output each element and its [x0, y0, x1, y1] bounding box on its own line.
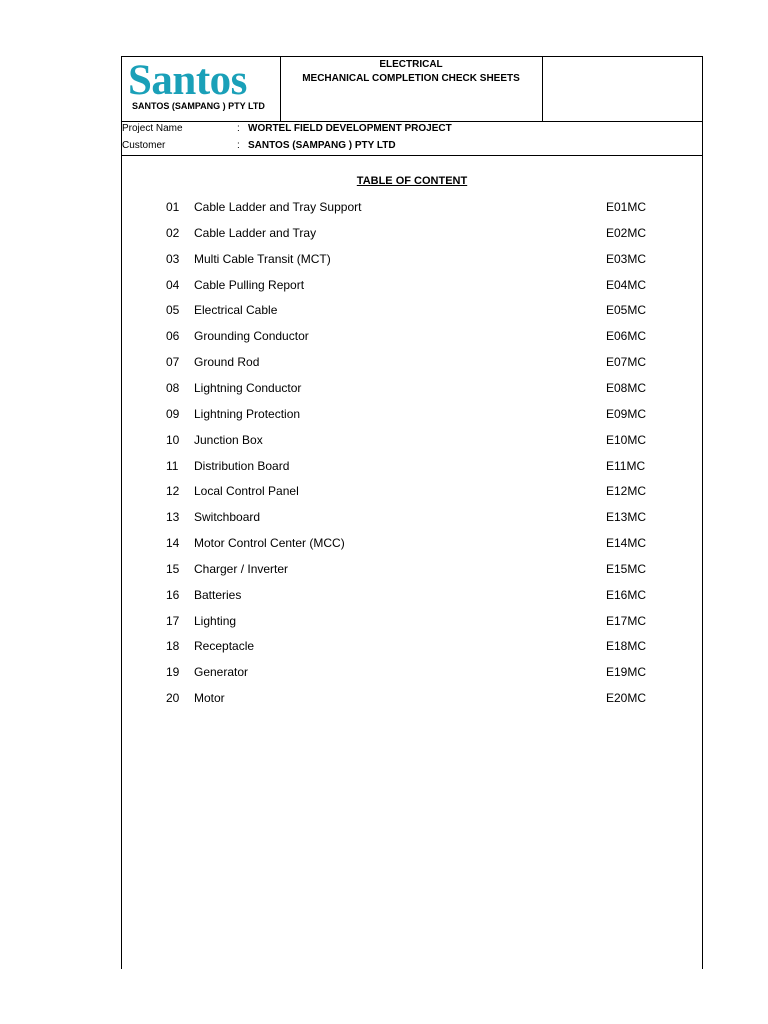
toc-number: 16 — [166, 587, 180, 602]
customer-value: SANTOS (SAMPANG ) PTY LTD — [248, 140, 396, 151]
toc-section-name: Switchboard — [194, 510, 261, 525]
toc-number: 15 — [166, 561, 180, 576]
toc-section-code: E16MC — [606, 587, 647, 602]
toc-section-code: E06MC — [606, 329, 647, 344]
project-name-colon: : — [237, 123, 240, 134]
toc-section-code: E17MC — [606, 613, 647, 628]
toc-row — [122, 303, 702, 323]
toc-section-code: E02MC — [606, 225, 647, 240]
toc-section-code: E11MC — [606, 458, 646, 473]
toc-section-name: Generator — [194, 665, 249, 680]
toc-section-code: E19MC — [606, 665, 647, 680]
toc-number: 06 — [166, 329, 180, 344]
toc-number: 01 — [166, 200, 180, 214]
toc-section-code: E03MC — [606, 251, 647, 266]
header-row — [122, 57, 702, 122]
toc-row — [122, 329, 702, 349]
toc-section-name: Cable Ladder and Tray — [194, 225, 317, 240]
toc-number: 11 — [166, 458, 179, 473]
toc-section-name: Local Control Panel — [194, 484, 299, 499]
toc-section-code: E14MC — [606, 536, 647, 551]
project-name-label: Project Name — [122, 123, 183, 134]
toc-row — [122, 381, 702, 401]
toc-section-code: E13MC — [606, 510, 647, 525]
customer-colon: : — [237, 140, 240, 151]
toc-row — [122, 355, 702, 375]
toc-section-code: E07MC — [606, 355, 647, 370]
toc-row — [122, 639, 702, 659]
toc-number: 07 — [166, 355, 180, 370]
check-sheet — [121, 56, 703, 969]
toc-section-code: E15MC — [606, 561, 647, 576]
toc-row — [122, 665, 702, 685]
logo-cell — [122, 57, 281, 121]
toc-row — [122, 459, 702, 479]
company-name: SANTOS (SAMPANG ) PTY LTD — [132, 101, 265, 111]
toc-section-name: Junction Box — [194, 432, 263, 447]
toc-section-name: Multi Cable Transit (MCT) — [194, 251, 331, 266]
toc-number: 04 — [166, 277, 180, 292]
toc-section-name: Cable Pulling Report — [194, 277, 305, 292]
toc-heading: TABLE OF CONTENT — [356, 175, 468, 187]
toc-section-code: E09MC — [606, 406, 647, 421]
toc-row — [122, 484, 702, 504]
project-info — [122, 122, 702, 156]
title-discipline: ELECTRICAL — [379, 59, 443, 70]
toc-section-code: E01MC — [606, 200, 647, 214]
toc-row — [122, 588, 702, 608]
toc-section-code: E12MC — [606, 484, 647, 499]
toc-number: 05 — [166, 303, 180, 318]
toc-section-name: Electrical Cable — [194, 303, 278, 318]
toc-row — [122, 407, 702, 427]
toc-row — [122, 562, 702, 582]
document-title — [280, 57, 543, 121]
toc-section-name: Cable Ladder and Tray Support — [194, 200, 362, 214]
toc-section-code: E10MC — [606, 432, 647, 447]
toc-section-name: Receptacle — [194, 639, 255, 654]
toc-section-code: E20MC — [606, 691, 647, 706]
toc-row — [122, 536, 702, 556]
toc-section-name: Motor Control Center (MCC) — [194, 536, 345, 551]
blank-cell — [543, 57, 702, 121]
toc-section-name: Motor — [194, 691, 225, 706]
toc-row — [122, 252, 702, 272]
toc-number: 19 — [166, 665, 180, 680]
title-document: MECHANICAL COMPLETION CHECK SHEETS — [302, 73, 520, 84]
toc-section-name: Lightning Conductor — [194, 380, 302, 395]
toc-number: 03 — [166, 251, 180, 266]
toc-section-code: E18MC — [606, 639, 647, 654]
toc-number: 14 — [166, 536, 180, 551]
toc-number: 02 — [166, 225, 180, 240]
toc-section-code: E08MC — [606, 380, 647, 395]
customer-label: Customer — [122, 140, 166, 151]
toc-section-code: E05MC — [606, 303, 647, 318]
toc-number: 13 — [166, 510, 180, 525]
toc-section-name: Ground Rod — [194, 355, 260, 370]
toc-row — [122, 226, 702, 246]
toc-section-code: E04MC — [606, 277, 647, 292]
toc-section-name: Charger / Inverter — [194, 561, 289, 576]
santos-logo: Santos — [128, 57, 247, 104]
toc-row — [122, 200, 702, 220]
toc-row — [122, 691, 702, 711]
toc-row — [122, 614, 702, 634]
toc-number: 09 — [166, 406, 180, 421]
toc-section-name: Grounding Conductor — [194, 329, 309, 344]
toc-number: 08 — [166, 380, 180, 395]
toc-number: 17 — [166, 613, 180, 628]
toc-number: 12 — [166, 484, 180, 499]
toc-number: 10 — [166, 432, 180, 447]
toc-number: 18 — [166, 639, 180, 654]
toc-section-name: Lighting — [194, 613, 237, 628]
toc-section-name: Lightning Protection — [194, 406, 301, 421]
toc-row — [122, 510, 702, 530]
toc-section-name: Batteries — [194, 587, 242, 602]
toc-number: 20 — [166, 691, 180, 706]
toc-row — [122, 278, 702, 298]
project-name-value: WORTEL FIELD DEVELOPMENT PROJECT — [248, 123, 452, 134]
toc-section-name: Distribution Board — [194, 458, 290, 473]
toc-row — [122, 433, 702, 453]
